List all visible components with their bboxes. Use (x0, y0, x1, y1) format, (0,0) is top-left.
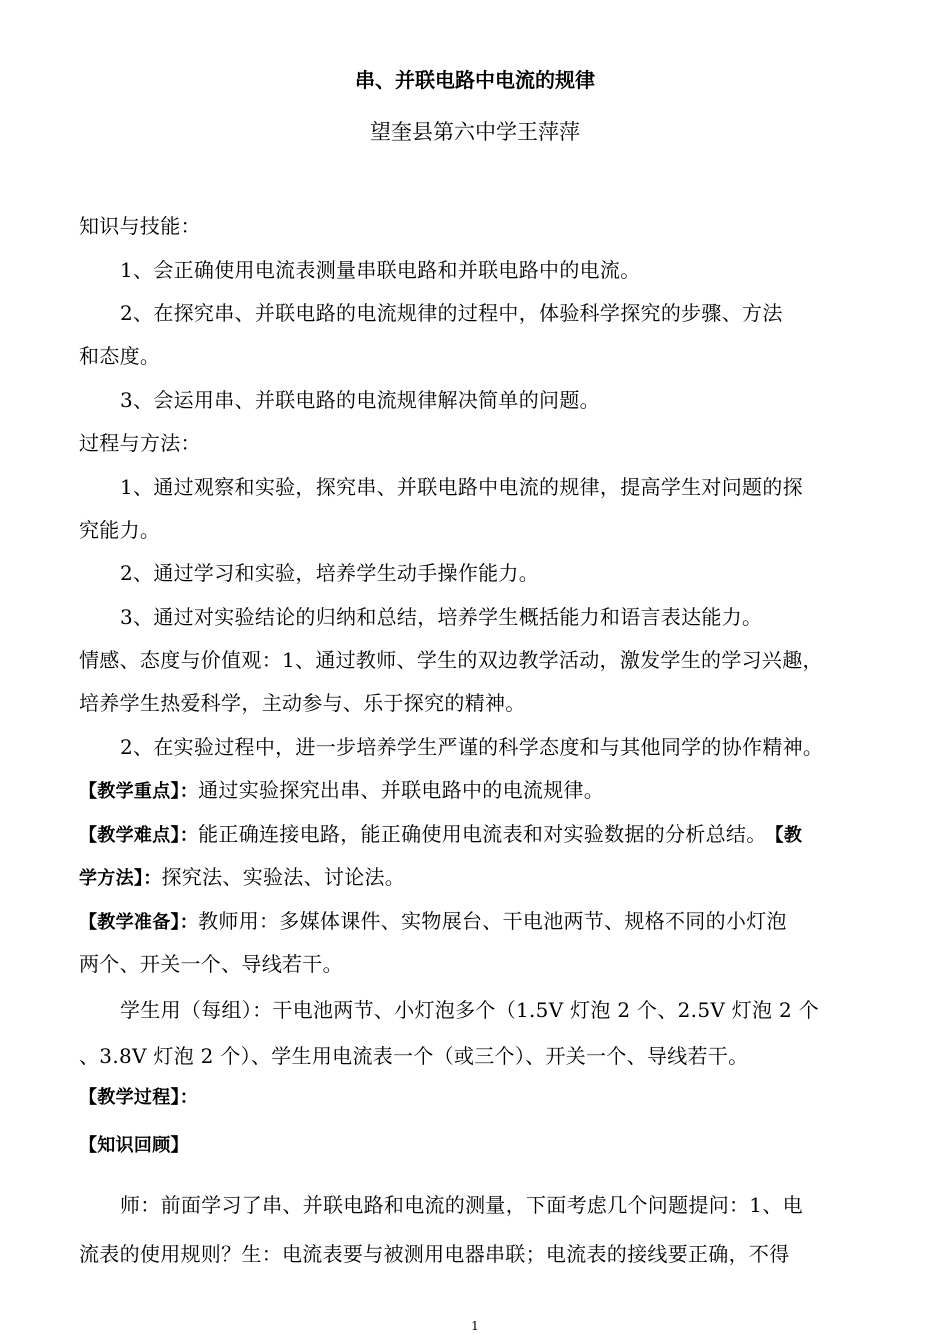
process-heading: 过程与方法： (79, 431, 201, 455)
difficulty-label: 【教学难点】： (79, 825, 199, 846)
key-point-label: 【教学重点】： (79, 781, 199, 802)
process-item-2: 2、通过学习和实验，培养学生动手操作能力。 (120, 561, 540, 585)
key-point-text: 通过实验探究出串、并联电路中的电流规律。 (198, 778, 605, 802)
key-point-line (79, 776, 871, 806)
review-label: 【知识回顾】 (79, 1135, 189, 1156)
preparation-teacher-a: 教师用：多媒体课件、实物展台、干电池两节、规格不同的小灯泡 (198, 909, 787, 933)
difficulty-text: 能正确连接电路，能正确使用电流表和对实验数据的分析总结。 (198, 822, 767, 846)
knowledge-item-2b: 和态度。 (79, 344, 161, 368)
difficulty-line (79, 820, 871, 850)
document-title: 串、并联电路中电流的规律 (355, 68, 595, 92)
preparation-student-a: 学生用（每组）：干电池两节、小灯泡多个（1.5V 灯泡 2 个、2.5V 灯泡 2 个 (120, 998, 819, 1022)
teaching-process-label: 【教学过程】： (79, 1087, 199, 1108)
teaching-process-heading (79, 1082, 871, 1112)
method-label-end: 学方法】： (79, 868, 162, 889)
method-text: 探究法、实验法、讨论法。 (161, 865, 406, 889)
method-line (79, 863, 871, 893)
knowledge-item-2a: 2、在探究串、并联电路的电流规律的过程中，体验科学探究的步骤、方法 (120, 301, 783, 325)
page-number: 1 (471, 1319, 479, 1333)
preparation-line-1 (79, 907, 871, 937)
knowledge-heading: 知识与技能： (79, 214, 201, 238)
preparation-student-b: 、3.8V 灯泡 2 个）、学生用电流表一个（或三个）、开关一个、导线若干。 (79, 1044, 749, 1068)
emotion-line-2: 培养学生热爱科学，主动参与、乐于探究的精神。 (79, 691, 526, 715)
process-item-1b: 究能力。 (79, 518, 161, 542)
preparation-teacher-b: 两个、开关一个、导线若干。 (79, 952, 343, 976)
review-line-1: 师：前面学习了串、并联电路和电流的测量，下面考虑几个问题提问：1、电 (120, 1193, 803, 1217)
review-heading (79, 1130, 871, 1160)
emotion-item-2: 2、在实验过程中，进一步培养学生严谨的科学态度和与其他同学的协作精神。 (120, 735, 824, 759)
knowledge-item-3: 3、会运用串、并联电路的电流规律解决简单的问题。 (120, 388, 600, 412)
process-item-1a: 1、通过观察和实验，探究串、并联电路中电流的规律，提高学生对问题的探 (120, 475, 803, 499)
knowledge-item-1: 1、会正确使用电流表测量串联电路和并联电路中的电流。 (120, 258, 641, 282)
method-label-start: 【教 (774, 825, 803, 846)
process-item-3: 3、通过对实验结论的归纳和总结，培养学生概括能力和语言表达能力。 (120, 605, 763, 629)
author-line: 望奎县第六中学王萍萍 (370, 120, 580, 144)
preparation-label: 【教学准备】： (79, 912, 199, 933)
review-line-2: 流表的使用规则？生：电流表要与被测用电器串联；电流表的接线要正确，不得 (79, 1242, 790, 1266)
emotion-line-1: 情感、态度与价值观：1、通过教师、学生的双边教学活动，激发学生的学习兴趣， (79, 648, 823, 672)
